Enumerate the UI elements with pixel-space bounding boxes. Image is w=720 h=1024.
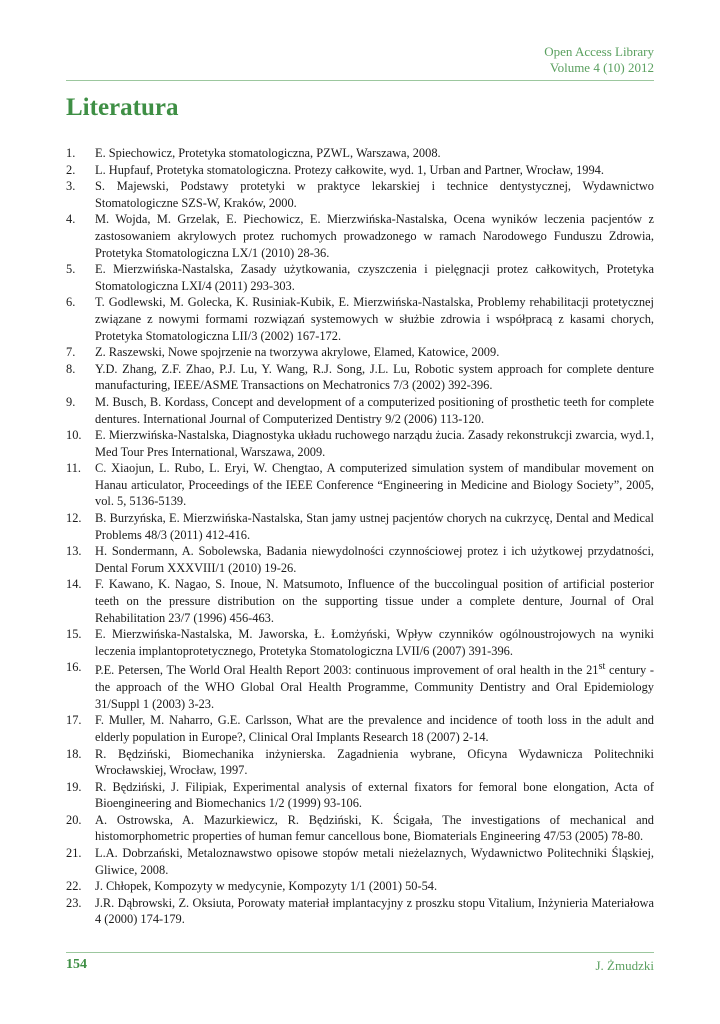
reference-item xyxy=(66,712,654,745)
reference-item xyxy=(66,895,654,928)
reference-number: 3. xyxy=(66,179,76,194)
reference-number: 23. xyxy=(66,895,82,910)
reference-text: E. Mierzwińska-Nastalska, Diagnostyka układu ruchowego narządu żucia. Zasady rekonstrukcji zwarcia, wyd.1, Med Tour Pres International, Warszawa, 2009. xyxy=(95,428,654,459)
reference-number: 12. xyxy=(66,511,82,526)
reference-item xyxy=(66,294,654,344)
reference-number: 14. xyxy=(66,577,82,592)
reference-text: Z. Raszewski, Nowe spojrzenie na tworzywa akrylowe, Elamed, Katowice, 2009. xyxy=(95,345,500,360)
reference-text: R. Będziński, J. Filipiak, Experimental analysis of external fixators for femoral bone elongation, Acta of Bioengineering and Biomechanics 1/2 (1999) 93-106. xyxy=(95,779,654,811)
reference-text: L.A. Dobrzański, Metaloznawstwo opisowe stopów metali nieżelaznych, Wydawnictwo Politechniki Śląskiej, Gliwice, 2008. xyxy=(95,846,654,877)
reference-item xyxy=(66,460,654,510)
reference-item xyxy=(66,344,654,361)
reference-item xyxy=(66,211,654,261)
reference-number: 15. xyxy=(66,627,82,642)
reference-item xyxy=(66,576,654,626)
reference-item xyxy=(66,145,654,162)
reference-number: 21. xyxy=(66,846,82,861)
footer-divider xyxy=(66,952,654,953)
reference-number: 18. xyxy=(66,746,82,761)
reference-number: 20. xyxy=(66,812,82,827)
reference-text-start: P.E. Petersen, The World Oral Health Report 2003: continuous improvement of oral health in the 21 xyxy=(95,663,599,678)
reference-text: E. Spiechowicz, Protetyka stomatologiczna, PZWL, Warszawa, 2008. xyxy=(95,146,441,160)
reference-number: 1. xyxy=(66,146,76,160)
reference-number: 8. xyxy=(66,361,76,376)
reference-text: H. Sondermann, A. Sobolewska, Badania niewydolności czynnościowej protez i ich użytkowej przydatności, Dental Forum XXXVIII/1 (2010) 19-26. xyxy=(95,544,654,575)
page-title: Literatura xyxy=(66,94,179,121)
reference-item xyxy=(66,361,654,394)
reference-text: R. Będziński, Biomechanika inżynierska. Zagadnienia wybrane, Oficyna Wydawnicza Politechniki Wrocławskiej, Wrocław, 1997. xyxy=(95,746,654,778)
reference-item xyxy=(66,162,654,179)
reference-item xyxy=(66,659,654,712)
reference-item xyxy=(66,779,654,812)
reference-text: C. Xiaojun, L. Rubo, L. Eryi, W. Chengtao, A computerized simulation system of mandibular movement on Hanau articulator, Proceedings of the IEEE Conference “Engineering in Medicine and Biology Society”, 2005, vol. 5, 5136-5139. xyxy=(95,461,654,509)
running-header xyxy=(544,44,654,76)
reference-list xyxy=(66,145,654,928)
reference-text: J.R. Dąbrowski, Z. Oksiuta, Porowaty materiał implantacyjny z proszku stopu Vitalium, Inżynieria Materiałowa 4 (2000) 174-179. xyxy=(95,895,654,927)
reference-number: 4. xyxy=(66,212,76,227)
volume-info: Volume 4 (10) 2012 xyxy=(549,60,654,75)
reference-number: 2. xyxy=(66,162,76,177)
reference-text: F. Kawano, K. Nagao, S. Inoue, N. Matsumoto, Influence of the buccolingual position of artificial posterior teeth on the pressure distribution on the supporting tissue under a complete denture, Journal of Oral Rehabilitation 23/7 (1996) 456-463. xyxy=(95,577,654,625)
reference-text: B. Burzyńska, E. Mierzwińska-Nastalska, Stan jamy ustnej pacjentów chorych na cukrzycę, Dental and Medical Problems 48/3 (2011) 412-416. xyxy=(95,511,654,542)
reference-item xyxy=(66,543,654,576)
reference-text: F. Muller, M. Naharro, G.E. Carlsson, What are the prevalence and incidence of tooth loss in the adult and elderly population in Europe?, Clinical Oral Implants Research 18 (2007) 2-14. xyxy=(95,713,654,744)
reference-number: 9. xyxy=(66,394,76,409)
reference-item xyxy=(66,812,654,845)
reference-item xyxy=(66,427,654,460)
reference-number: 5. xyxy=(66,262,76,277)
reference-text: T. Godlewski, M. Golecka, K. Rusiniak-Kubik, E. Mierzwińska-Nastalska, Problemy rehabilitacji protetycznej związane z nowymi formami rozwiązań systemowych w służbie zdrowia i współpracą z kasami chorych, Protetyka Stomatologiczna LII/3 (2002) 167-172. xyxy=(95,295,654,343)
reference-text: E. Mierzwińska-Nastalska, M. Jaworska, Ł. Łomżyński, Wpływ czynników ogólnoustrojowych na wyniki leczenia implantoprotetycznego, Protetyka Stomatologiczna LVII/6 (2007) 391-396. xyxy=(95,627,654,658)
reference-text: S. Majewski, Podstawy protetyki w praktyce lekarskiej i technice dentystycznej, Wydawnictwo Stomatologiczne SZS-W, Kraków, 2000. xyxy=(95,179,654,210)
reference-item xyxy=(66,261,654,294)
reference-item xyxy=(66,878,654,895)
page-number: 154 xyxy=(66,957,87,972)
reference-number: 22. xyxy=(66,879,82,894)
reference-text: E. Mierzwińska-Nastalska, Zasady użytkowania, czyszczenia i pielęgnacji protez całkowitych, Protetyka Stomatologiczna LXI/4 (2011) 293-303. xyxy=(95,262,654,293)
reference-text: M. Wojda, M. Grzelak, E. Piechowicz, E. Mierzwińska-Nastalska, Ocena wyników leczenia pacjentów z zastosowaniem akrylowych protez ruchomych prowadzonego w ramach Narodowego Funduszu Zdrowia, Protetyka Stomatologiczna LX/1 (2010) 28-36. xyxy=(95,212,654,260)
reference-number: 10. xyxy=(66,428,82,443)
reference-item xyxy=(66,394,654,427)
reference-item xyxy=(66,845,654,878)
reference-number: 17. xyxy=(66,713,82,728)
reference-ordinal-suffix: st xyxy=(598,661,606,673)
header-divider xyxy=(66,80,654,81)
running-author: J. Żmudzki xyxy=(595,958,654,973)
reference-text-end: century -the approach of the WHO Global Oral Health Programme, Community Dentistry and Oral Epidemiology 31/Suppl 1 (2003) 3-23. xyxy=(95,663,654,711)
reference-text: J. Chłopek, Kompozyty w medycynie, Kompozyty 1/1 (2001) 50-54. xyxy=(95,879,438,894)
journal-name: Open Access Library xyxy=(544,44,654,59)
reference-text: A. Ostrowska, A. Mazurkiewicz, R. Będziński, K. Ścigała, The investigations of mechanical and histomorphometric properties of human femur cancellous bone, Biomaterials Engineering 47/53 (2005) 78-80. xyxy=(95,812,654,844)
reference-text: L. Hupfauf, Protetyka stomatologiczna. Protezy całkowite, wyd. 1, Urban and Partner, Wrocław, 1994. xyxy=(95,162,604,177)
reference-text: Y.D. Zhang, Z.F. Zhao, P.J. Lu, Y. Wang, R.J. Song, J.L. Lu, Robotic system approach for complete denture manufacturing, IEEE/ASME Transactions on Mechatronics 7/3 (2002) 392-396. xyxy=(95,361,654,393)
reference-number: 7. xyxy=(66,345,76,360)
reference-item xyxy=(66,626,654,659)
reference-item xyxy=(66,746,654,779)
reference-number: 11. xyxy=(66,461,82,476)
reference-number: 19. xyxy=(66,779,82,794)
reference-number: 13. xyxy=(66,544,82,559)
reference-number: 16. xyxy=(66,660,82,675)
reference-item xyxy=(66,510,654,543)
reference-item xyxy=(66,178,654,211)
reference-number: 6. xyxy=(66,295,76,310)
reference-text: M. Busch, B. Kordass, Concept and development of a computerized positioning of prosthetic teeth for complete dentures. International Journal of Computerized Dentistry 9/2 (2006) 113-120. xyxy=(95,394,654,426)
